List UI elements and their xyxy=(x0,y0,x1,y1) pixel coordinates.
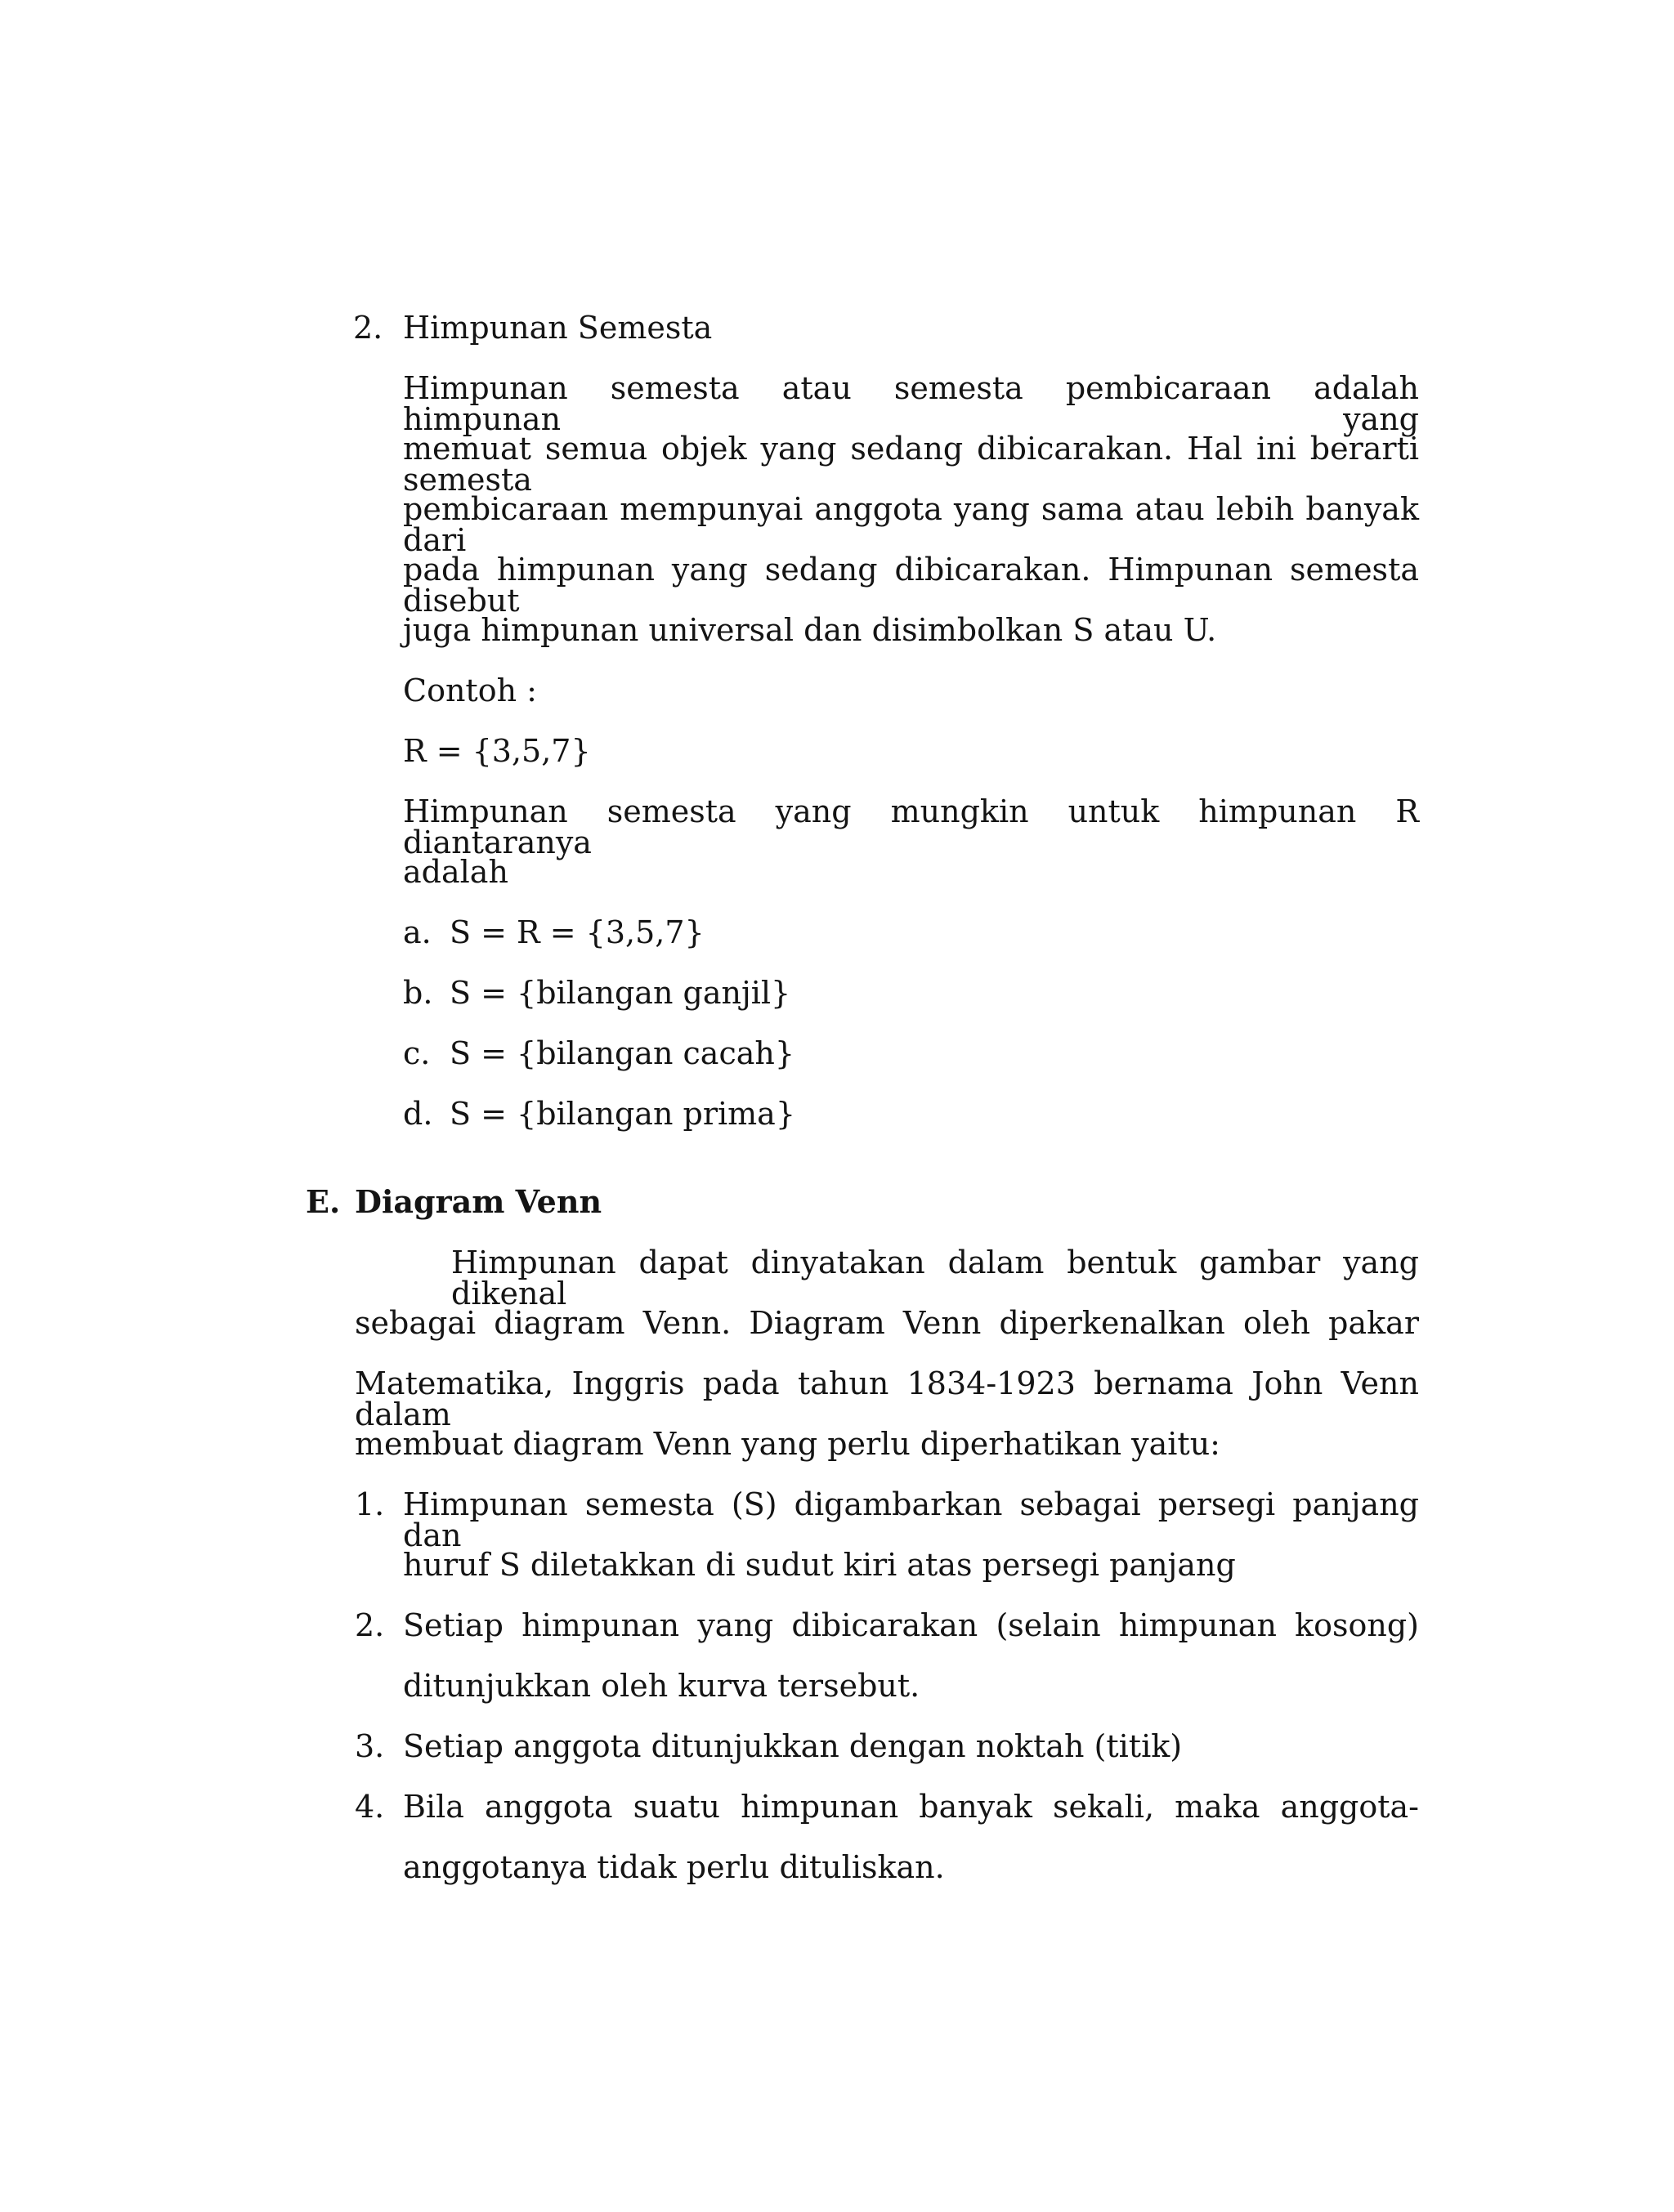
paragraph-line: pada himpunan yang sedang dibicarakan. Himpunan semesta disebut xyxy=(403,552,1419,619)
rule-line: ditunjukkan oleh kurva tersebut. xyxy=(403,1668,920,1704)
option-letter: b. xyxy=(403,975,433,1011)
option-text: S = {bilangan prima} xyxy=(450,1096,796,1132)
option-text: S = {bilangan ganjil} xyxy=(450,975,791,1011)
rule-number: 2. xyxy=(355,1607,385,1643)
rule-number: 1. xyxy=(355,1486,385,1522)
paragraph-line: memuat semua objek yang sedang dibicarakan. Hal ini berarti semesta xyxy=(403,431,1419,498)
option-text: S = R = {3,5,7} xyxy=(450,914,705,950)
rule-line: Bila anggota suatu himpunan banyak sekali, maka anggota- xyxy=(403,1789,1419,1825)
rule-line: Himpunan semesta (S) digambarkan sebagai persegi panjang dan xyxy=(403,1486,1419,1553)
section-title: Diagram Venn xyxy=(355,1183,602,1220)
possible-line: adalah xyxy=(403,854,508,890)
possible-line: Himpunan semesta yang mungkin untuk himpunan R diantaranya xyxy=(403,793,1419,860)
intro-line: Matematika, Inggris pada tahun 1834-1923 bernama John Venn dalam xyxy=(355,1365,1419,1432)
example-label: Contoh : xyxy=(403,673,537,708)
rule-line: Setiap himpunan yang dibicarakan (selain himpunan kosong) xyxy=(403,1607,1419,1643)
option-letter: c. xyxy=(403,1035,431,1071)
rule-number: 4. xyxy=(355,1789,385,1825)
intro-line: sebagai diagram Venn. Diagram Venn diperkenalkan oleh pakar xyxy=(355,1305,1419,1341)
item-number: 2. xyxy=(353,310,383,346)
rule-line: huruf S diletakkan di sudut kiri atas persegi panjang xyxy=(403,1547,1236,1583)
example-set: R = {3,5,7} xyxy=(403,733,591,769)
paragraph-line: Himpunan semesta atau semesta pembicaraan adalah himpunan yang xyxy=(403,370,1419,437)
item-title: Himpunan Semesta xyxy=(403,310,713,346)
rule-number: 3. xyxy=(355,1728,385,1764)
paragraph-line: pembicaraan mempunyai anggota yang sama atau lebih banyak dari xyxy=(403,491,1419,558)
section-letter: E. xyxy=(306,1183,341,1220)
option-text: S = {bilangan cacah} xyxy=(450,1035,795,1071)
intro-line: Himpunan dapat dinyatakan dalam bentuk gambar yang dikenal xyxy=(451,1245,1419,1312)
rule-line: anggotanya tidak perlu dituliskan. xyxy=(403,1849,945,1885)
option-letter: d. xyxy=(403,1096,433,1132)
paragraph-line: juga himpunan universal dan disimbolkan S atau U. xyxy=(403,612,1217,648)
intro-line: membuat diagram Venn yang perlu diperhatikan yaitu: xyxy=(355,1426,1220,1462)
rule-line: Setiap anggota ditunjukkan dengan noktah (titik) xyxy=(403,1728,1183,1764)
option-letter: a. xyxy=(403,914,432,950)
